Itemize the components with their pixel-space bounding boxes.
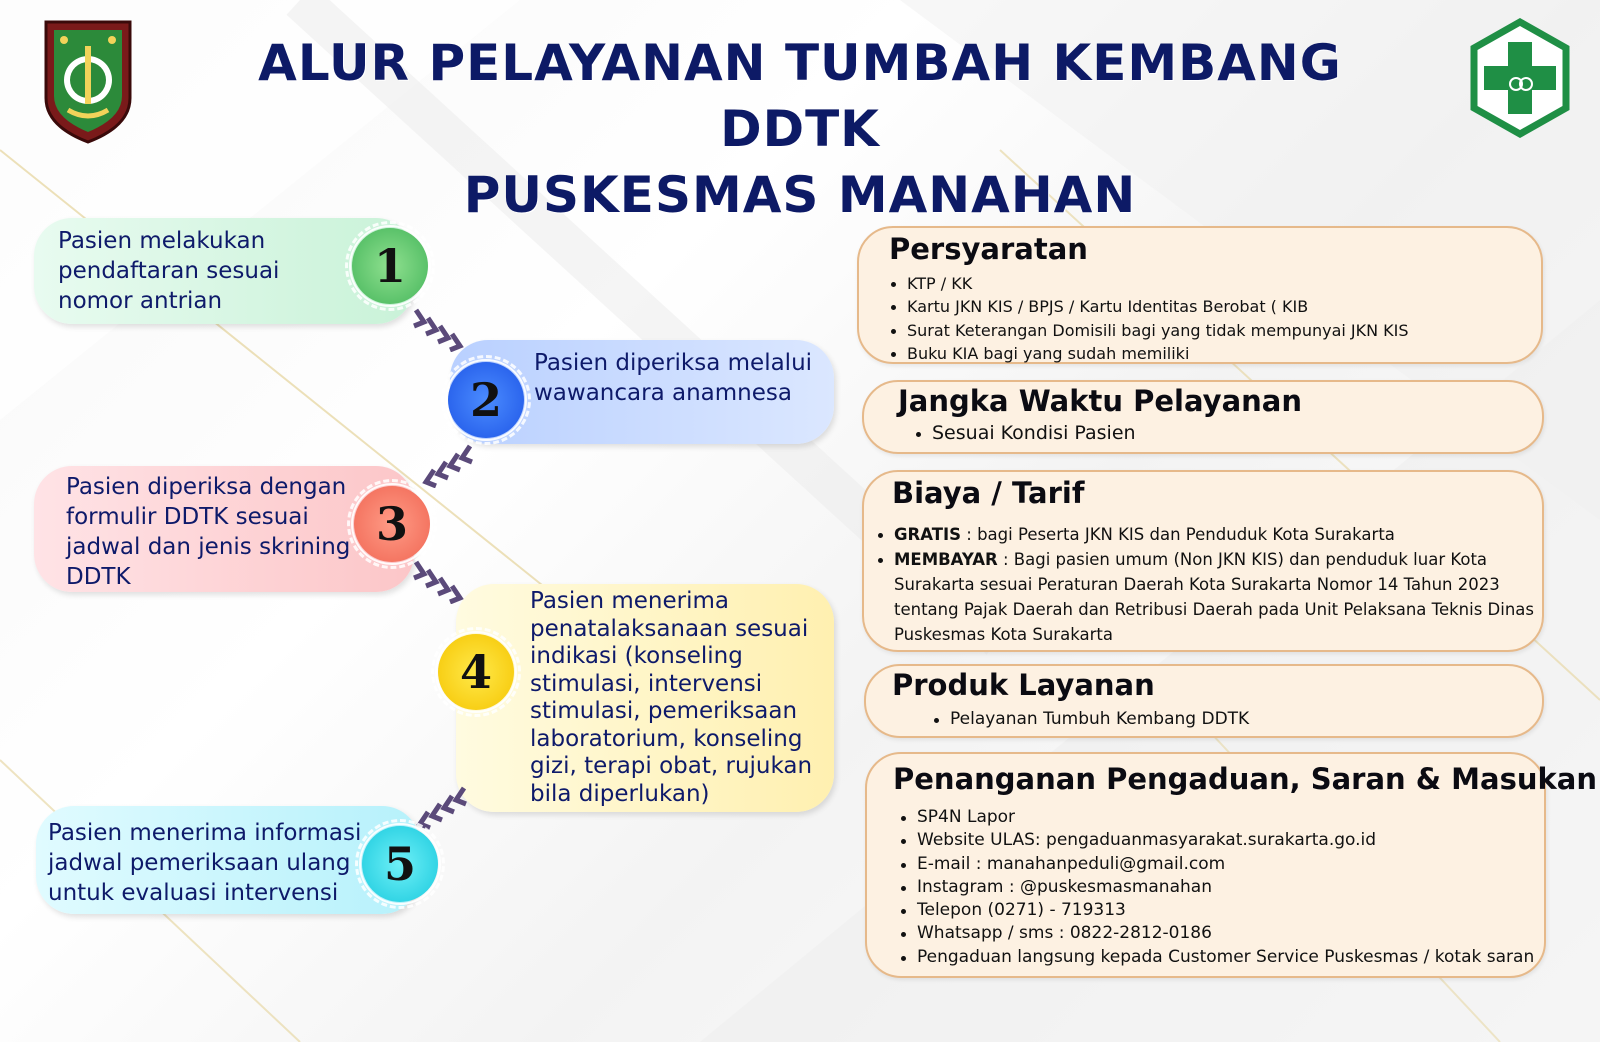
city-emblem-icon	[42, 18, 134, 144]
step-1-number-badge: 1	[352, 228, 428, 304]
produk-layanan-title: Produk Layanan	[892, 668, 1155, 702]
gratis-label: GRATIS	[894, 525, 962, 544]
title-line-2: PUSKESMAS MANAHAN	[463, 166, 1137, 224]
membayar-text: : Bagi pasien umum (Non JKN KIS) dan penduduk luar Kota Surakarta sesuai Peraturan Daerah Kota Surakarta Nomor 14 Tahun 2023 tentang Pajak Daerah dan Retribusi Daerah pada Unit Pelaksana Teknis Dinas Puskesmas Kota Surakarta	[894, 550, 1534, 644]
step-3-number-badge: 3	[354, 486, 430, 562]
pengaduan-title: Penanganan Pengaduan, Saran & Masukan	[893, 762, 1597, 796]
membayar-label: MEMBAYAR	[894, 550, 998, 569]
list-item: SP4N Lapor	[899, 806, 1534, 829]
step-3-text: Pasien diperiksa dengan formulir DDTK sesuai jadwal dan jenis skrining DDTK	[66, 474, 351, 590]
list-item: Buku KIA bagi yang sudah memiliki	[889, 342, 1409, 365]
pengaduan-list	[899, 806, 1534, 969]
produk-layanan-panel	[864, 664, 1544, 738]
persyaratan-list	[889, 272, 1409, 365]
health-cross-icon	[1468, 18, 1572, 138]
arrow-down-right-icon	[412, 558, 472, 604]
list-item	[876, 547, 1540, 647]
biaya-tarif-title: Biaya / Tarif	[892, 476, 1085, 510]
pengaduan-panel	[865, 752, 1597, 978]
jangka-waktu-panel	[862, 380, 1544, 454]
persyaratan-panel	[857, 226, 1543, 364]
biaya-tarif-panel	[862, 470, 1544, 652]
biaya-tarif-list	[876, 522, 1540, 647]
list-item: Telepon (0271) - 719313	[899, 899, 1534, 922]
list-item: Surat Keterangan Domisili bagi yang tidak mempunyai JKN KIS	[889, 319, 1409, 342]
list-item: Instagram : @puskesmasmanahan	[899, 876, 1534, 899]
produk-layanan-list	[932, 708, 1249, 731]
step-4-text: Pasien menerima penatalaksanaan sesuai indikasi (konseling stimulasi, intervensi stimulasi, pemeriksaan laboratorium, konseling gizi, terapi obat, rujukan bila diperlukan)	[530, 588, 813, 807]
list-item: Kartu JKN KIS / BPJS / Kartu Identitas Berobat ( KIB	[889, 295, 1409, 318]
jangka-waktu-list	[914, 422, 1136, 445]
list-item	[876, 522, 1540, 547]
step-1-text: Pasien melakukan pendaftaran sesuai nomor antrian	[58, 228, 280, 314]
persyaratan-title: Persyaratan	[889, 232, 1088, 266]
step-2-number-badge: 2	[448, 362, 524, 438]
list-item: Website ULAS: pengaduanmasyarakat.surakarta.go.id	[899, 829, 1534, 852]
list-item: Sesuai Kondisi Pasien	[914, 422, 1136, 445]
page-title	[170, 30, 1430, 228]
list-item: KTP / KK	[889, 272, 1409, 295]
jangka-waktu-title: Jangka Waktu Pelayanan	[898, 384, 1303, 418]
arrow-down-right-icon	[412, 306, 472, 352]
step-2-text: Pasien diperiksa melalui wawancara anamnesa	[534, 350, 813, 406]
list-item: Pengaduan langsung kepada Customer Service Puskesmas / kotak saran	[899, 946, 1534, 969]
step-4-number-badge: 4	[438, 634, 514, 710]
list-item: Whatsapp / sms : 0822-2812-0186	[899, 922, 1534, 945]
step-5-text: Pasien menerima informasi jadwal pemeriksaan ulang untuk evaluasi intervensi	[48, 820, 362, 906]
gratis-text: : bagi Peserta JKN KIS dan Penduduk Kota Surakarta	[961, 525, 1395, 544]
step-5-number-badge: 5	[362, 826, 438, 902]
arrow-down-left-icon	[414, 442, 474, 488]
list-item: E-mail : manahanpeduli@gmail.com	[899, 853, 1534, 876]
title-line-1: ALUR PELAYANAN TUMBAH KEMBANG DDTK	[258, 34, 1342, 158]
list-item: Pelayanan Tumbuh Kembang DDTK	[932, 708, 1249, 731]
